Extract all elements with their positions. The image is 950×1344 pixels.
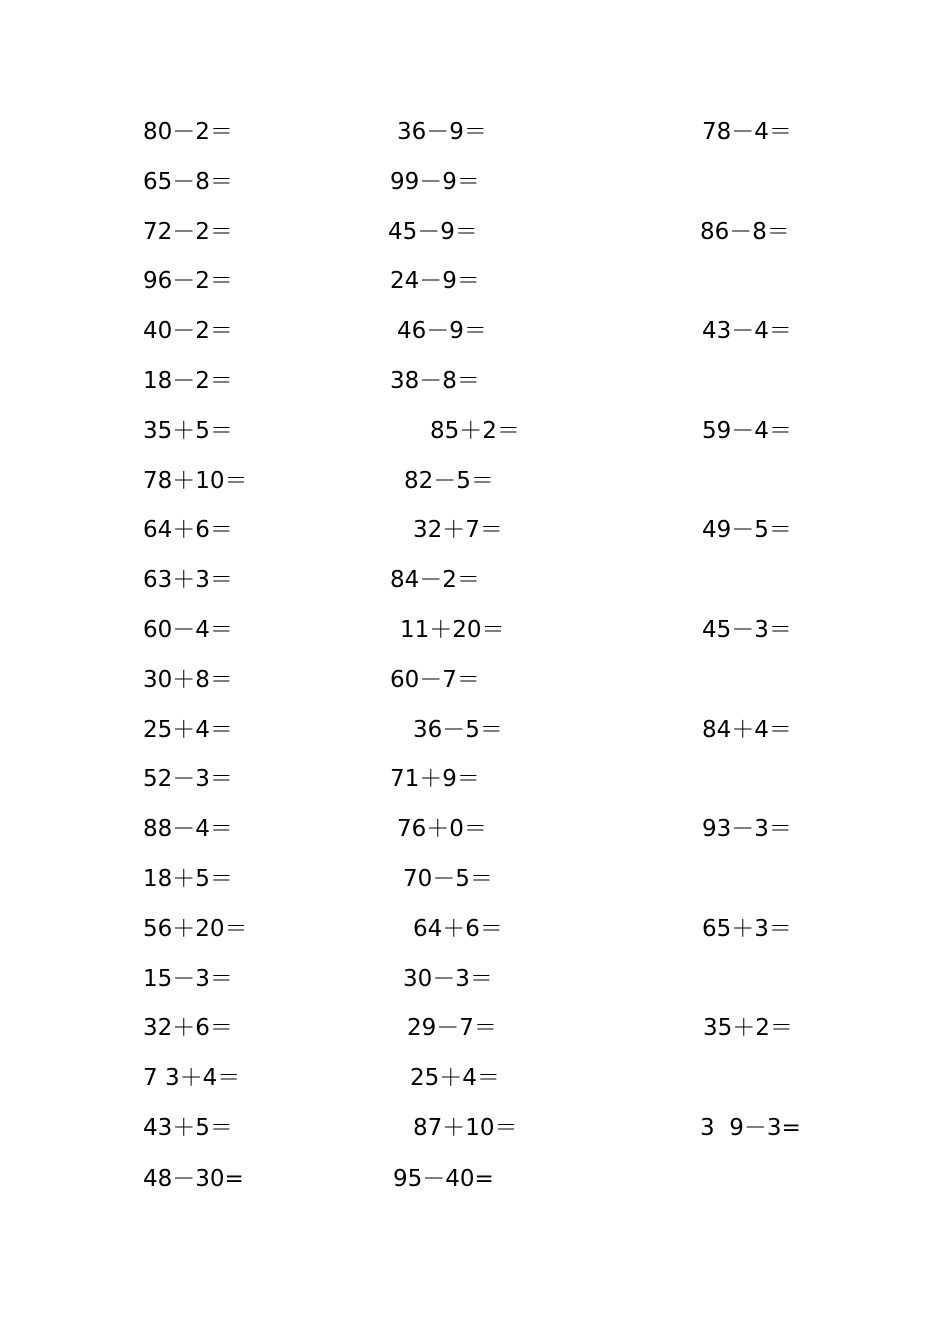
problem-r3-c1: 72－2＝ [143,219,233,245]
problem-r3-c2: 45－9＝ [388,219,478,245]
problem-r4-c2: 24－9＝ [390,268,480,294]
problem-r22-c1: 48－30= [143,1166,244,1192]
problem-r10-c1: 63＋3＝ [143,567,233,593]
problem-r20-c1: 7 3＋4＝ [143,1065,241,1091]
problem-r4-c1: 96－2＝ [143,268,233,294]
problem-r1-c1: 80－2＝ [143,119,233,145]
problem-r9-c2: 32＋7＝ [413,517,503,543]
problem-r19-c1: 32＋6＝ [143,1015,233,1041]
problem-r7-c2: 85＋2＝ [430,418,520,444]
problem-r16-c1: 18＋5＝ [143,866,233,892]
problem-r7-c1: 35＋5＝ [143,418,233,444]
problem-r13-c1: 25＋4＝ [143,717,233,743]
problem-r9-c1: 64＋6＝ [143,517,233,543]
problem-r17-c3: 65＋3＝ [702,916,792,942]
problem-r5-c3: 43－4＝ [702,318,792,344]
problem-r11-c3: 45－3＝ [702,617,792,643]
problem-r7-c3: 59－4＝ [702,418,792,444]
problem-r19-c2: 29－7＝ [407,1015,497,1041]
problem-r5-c2: 46－9＝ [397,318,487,344]
problem-r8-c2: 82－5＝ [404,468,494,494]
problem-r11-c2: 11＋20＝ [400,617,505,643]
problem-r15-c1: 88－4＝ [143,816,233,842]
problem-r6-c1: 18－2＝ [143,368,233,394]
problem-r17-c1: 56＋20＝ [143,916,248,942]
problem-r13-c3: 84＋4＝ [702,717,792,743]
problem-r14-c1: 52－3＝ [143,766,233,792]
problem-r3-c3: 86－8＝ [700,219,790,245]
problem-r10-c2: 84－2＝ [390,567,480,593]
problem-r22-c2: 95－40= [393,1166,494,1192]
problem-r5-c1: 40－2＝ [143,318,233,344]
problem-r11-c1: 60－4＝ [143,617,233,643]
problem-r20-c2: 25＋4＝ [410,1065,500,1091]
problem-r9-c3: 49－5＝ [702,517,792,543]
problem-r21-c3: 3 9－3= [700,1115,801,1141]
problem-r12-c1: 30＋8＝ [143,667,233,693]
problem-r6-c2: 38－8＝ [390,368,480,394]
problem-r19-c3: 35＋2＝ [703,1015,793,1041]
problem-r15-c3: 93－3＝ [702,816,792,842]
problem-r2-c2: 99－9＝ [390,169,480,195]
problem-r21-c2: 87＋10＝ [413,1115,518,1141]
problem-r2-c1: 65－8＝ [143,169,233,195]
problem-r18-c1: 15－3＝ [143,966,233,992]
problem-r18-c2: 30－3＝ [403,966,493,992]
problem-r14-c2: 71＋9＝ [390,766,480,792]
problem-r16-c2: 70－5＝ [403,866,493,892]
problem-r12-c2: 60－7＝ [390,667,480,693]
problem-r17-c2: 64＋6＝ [413,916,503,942]
problem-r8-c1: 78＋10＝ [143,468,248,494]
problem-r1-c3: 78－4＝ [702,119,792,145]
problem-r21-c1: 43＋5＝ [143,1115,233,1141]
problem-r13-c2: 36－5＝ [413,717,503,743]
problem-r15-c2: 76＋0＝ [397,816,487,842]
problem-r1-c2: 36－9＝ [397,119,487,145]
